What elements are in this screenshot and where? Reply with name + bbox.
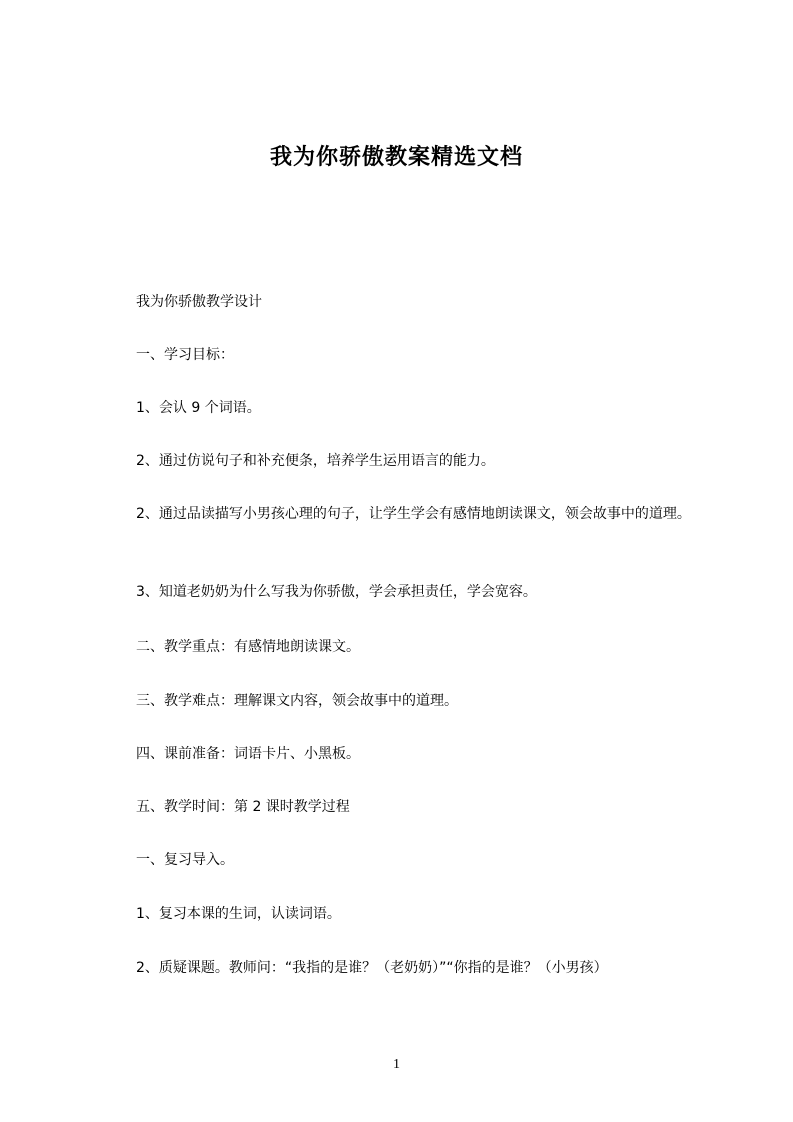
paragraph-objective-2b: 2、通过品读描写小男孩心理的句子，让学生学会有感情地朗读课文，领会故事中的道理。 [136,506,691,522]
paragraph-preparation: 四、课前准备：词语卡片、小黑板。 [136,746,360,762]
paragraph-difficulties: 三、教学难点：理解课文内容，领会故事中的道理。 [136,693,458,709]
paragraph-review-1: 1、复习本课的生词，认读词语。 [136,906,341,922]
page-number: 1 [393,1057,400,1072]
paragraph-design-heading: 我为你骄傲教学设计 [136,294,262,310]
paragraph-key-points: 二、教学重点：有感情地朗读课文。 [136,639,360,655]
paragraph-objective-3: 3、知道老奶奶为什么写我为你骄傲，学会承担责任，学会宽容。 [136,584,537,600]
paragraph-objective-2: 2、通过仿说句子和补充便条，培养学生运用语言的能力。 [136,453,495,469]
paragraph-teaching-time: 五、教学时间：第 2 课时教学过程 [136,799,350,815]
paragraph-review-2: 2、质疑课题。教师问：“我指的是谁？（老奶奶）”“你指的是谁？（小男孩） [136,960,608,976]
document-title: 我为你骄傲教案精选文档 [269,145,523,170]
paragraph-objectives-heading: 一、学习目标： [136,347,234,363]
paragraph-review-heading: 一、复习导入。 [136,852,234,868]
paragraph-objective-1: 1、会认 9 个词语。 [136,400,261,416]
